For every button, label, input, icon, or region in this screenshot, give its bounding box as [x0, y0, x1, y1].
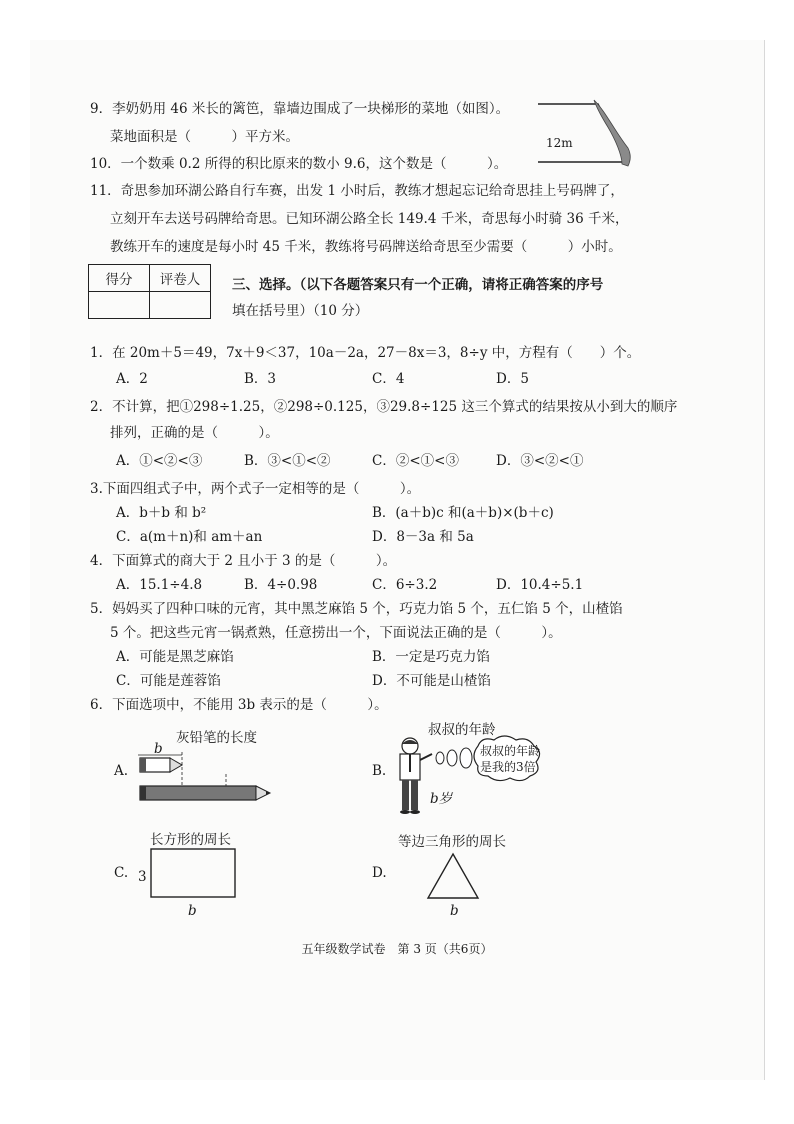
q6-c-title: 长方形的周长: [150, 832, 231, 848]
choice-q4-option-a: A．15.1÷4.8: [116, 577, 203, 593]
q10-line1: 10．一个数乘 0.2 所得的积比原来的数小 9.6，这个数是（ ）。: [90, 156, 508, 172]
choice-q4-option-b: B．4÷0.98: [244, 577, 318, 593]
q6-d-bottom-label: b: [450, 903, 459, 919]
q6-c-letter: C.: [114, 865, 129, 881]
grader-header: 评卷人: [150, 265, 211, 292]
q6-a-title: 灰铅笔的长度: [176, 730, 257, 746]
choice-q4-option-d: D．10.4÷5.1: [496, 577, 584, 593]
choice-q5-option-d: D．不可能是山楂馅: [372, 673, 491, 689]
q6-a-label-b: b: [154, 741, 163, 757]
q6-c-side-label: 3: [138, 869, 147, 885]
choice-q6-stem: 6．下面选项中，不能用 3b 表示的是（ ）。: [90, 697, 388, 713]
choice-q5-stem-line1: 5．妈妈买了四种口味的元宵，其中黑芝麻馅 5 个，巧克力馅 5 个，五仁馅 5 个，山楂馅: [90, 601, 623, 617]
q6-a-letter: A.: [114, 763, 129, 779]
choice-q1-stem: 1．在 20m＋5＝49，7x＋9＜37，10a－2a，27－8x＝3，8÷y 中，方程有（ ）个。: [90, 345, 641, 361]
choice-q3-option-d: D．8－3a 和 5a: [372, 529, 474, 545]
choice-q2-option-b: B．③<①<②: [244, 453, 331, 469]
q6-d-title: 等边三角形的周长: [398, 834, 506, 850]
q6-b-title: 叔叔的年龄: [428, 722, 496, 738]
section3-heading-line2: 填在括号里）（10 分）: [232, 303, 369, 319]
q6-c-bottom-label: b: [188, 903, 197, 919]
choice-q1-option-a: A．2: [116, 371, 148, 387]
choice-q2-option-a: A．①<②<③: [116, 453, 203, 469]
q9-figure-label: 12m: [546, 136, 573, 150]
choice-q2-option-c: C．②<①<③: [372, 453, 459, 469]
q6-d-letter: D.: [372, 865, 387, 881]
q6-b-bubble-line2: 是我的3倍: [480, 760, 536, 774]
score-table: [88, 264, 211, 319]
choice-q5-option-c: C．可能是莲蓉馅: [116, 673, 221, 689]
choice-q2-option-d: D．③<②<①: [496, 453, 584, 469]
choice-q5-option-a: A．可能是黑芝麻馅: [116, 649, 234, 665]
choice-q5-option-b: B．一定是巧克力馅: [372, 649, 490, 665]
choice-q2-stem-line1: 2．不计算，把①298÷1.25，②298÷0.125，③29.8÷125 这三个算式的结果按从小到大的顺序: [90, 399, 678, 415]
q9-line2: 菜地面积是（ ）平方米。: [110, 129, 299, 145]
page-footer: 五年级数学试卷 第 3 页（共6页）: [301, 942, 493, 956]
choice-q5-stem-line2: 5 个。把这些元宵一锅煮熟，任意捞出一个，下面说法正确的是（ ）。: [110, 625, 562, 641]
choice-q2-stem-line2: 排列，正确的是（ ）。: [110, 425, 279, 441]
q9-line1: 9．李奶奶用 46 米长的篱笆，靠墙边围成了一块梯形的菜地（如图）。: [90, 101, 510, 117]
q6-b-letter: B.: [372, 763, 387, 779]
triangle-figure: [426, 852, 486, 902]
q11-line2: 立刻开车去送号码牌给奇思。已知环湖公路全长 149.4 千米，奇思每小时骑 36 千米，: [110, 211, 629, 227]
pencils-illustration: [138, 752, 288, 812]
grader-cell[interactable]: [150, 292, 211, 319]
choice-q3-option-c: C．a(m＋n)和 am＋an: [116, 529, 263, 545]
score-header: 得分: [89, 265, 150, 292]
q11-line1: 11．奇思参加环湖公路自行车赛，出发 1 小时后，教练才想起忘记给奇思挂上号码牌了，: [90, 183, 624, 199]
choice-q1-option-d: D．5: [496, 371, 529, 387]
rectangle-figure: [150, 848, 240, 900]
choice-q3-option-a: A．b＋b 和 b²: [116, 505, 207, 521]
choice-q3-option-b: B．(a＋b)c 和(a＋b)×(b＋c): [372, 505, 554, 521]
q6-b-bubble-line1: 叔叔的年龄: [480, 744, 541, 758]
section3-heading-line1: 三、选择。（以下各题答案只有一个正确，请将正确答案的序号: [232, 277, 604, 293]
q6-b-age-label: b岁: [430, 791, 453, 807]
choice-q1-option-c: C．4: [372, 371, 405, 387]
choice-q4-stem: 4．下面算式的商大于 2 且小于 3 的是（ ）。: [90, 553, 397, 569]
score-cell[interactable]: [89, 292, 150, 319]
q11-line3: 教练开车的速度是每小时 45 千米，教练将号码牌送给奇思至少需要（ ）小时。: [110, 239, 622, 255]
choice-q1-option-b: B．3: [244, 371, 277, 387]
choice-q4-option-c: C．6÷3.2: [372, 577, 438, 593]
choice-q3-stem: 3.下面四组式子中，两个式子一定相等的是（ ）。: [90, 481, 421, 497]
